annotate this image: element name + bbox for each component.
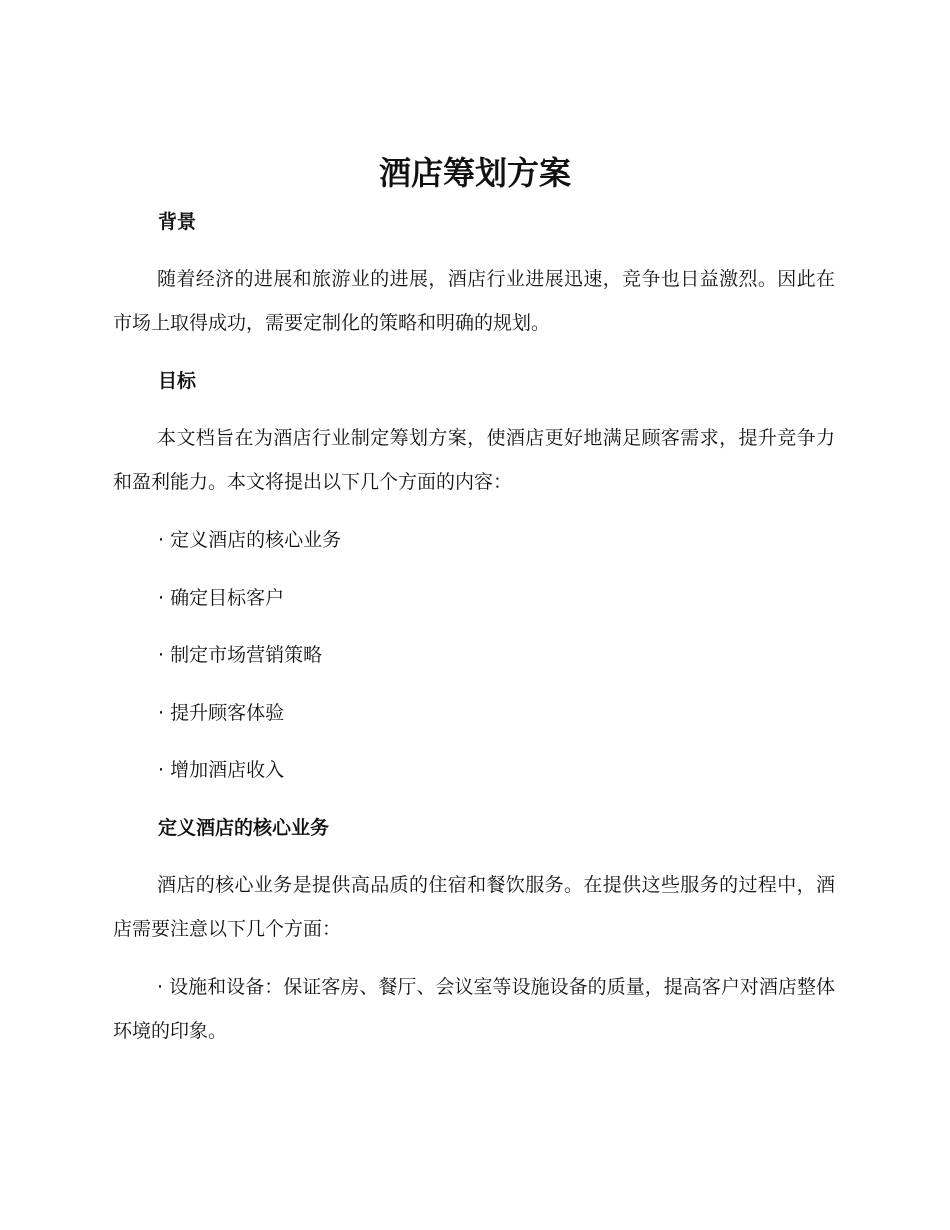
document-title: 酒店筹划方案 xyxy=(378,154,571,192)
section-heading-goals: 目标 xyxy=(158,370,197,392)
section-heading-core-business: 定义酒店的核心业务 xyxy=(158,817,330,839)
paragraph-core-business: 酒店的核心业务是提供高品质的住宿和餐饮服务。在提供这些服务的过程中，酒店需要注意以下几个方面： xyxy=(113,874,835,940)
bullet-item: · 定义酒店的核心业务 xyxy=(158,529,342,551)
paragraph-goals: 本文档旨在为酒店行业制定筹划方案，使酒店更好地满足顾客需求，提升竞争力和盈利能力。本文将提出以下几个方面的内容： xyxy=(113,427,835,493)
bullet-item: · 确定目标客户 xyxy=(158,587,285,609)
bullet-paragraph-facilities: · 设施和设备：保证客房、餐厅、会议室等设施设备的质量，提高客户对酒店整体环境的印象。 xyxy=(113,976,835,1042)
bullet-item: · 制定市场营销策略 xyxy=(158,644,323,666)
section-heading-background: 背景 xyxy=(158,211,197,233)
bullet-item: · 提升顾客体验 xyxy=(158,702,285,724)
paragraph-background: 随着经济的进展和旅游业的进展，酒店行业进展迅速，竞争也日益激烈。因此在市场上取得成功，需要定制化的策略和明确的规划。 xyxy=(113,268,835,334)
bullet-item: · 增加酒店收入 xyxy=(158,759,285,781)
